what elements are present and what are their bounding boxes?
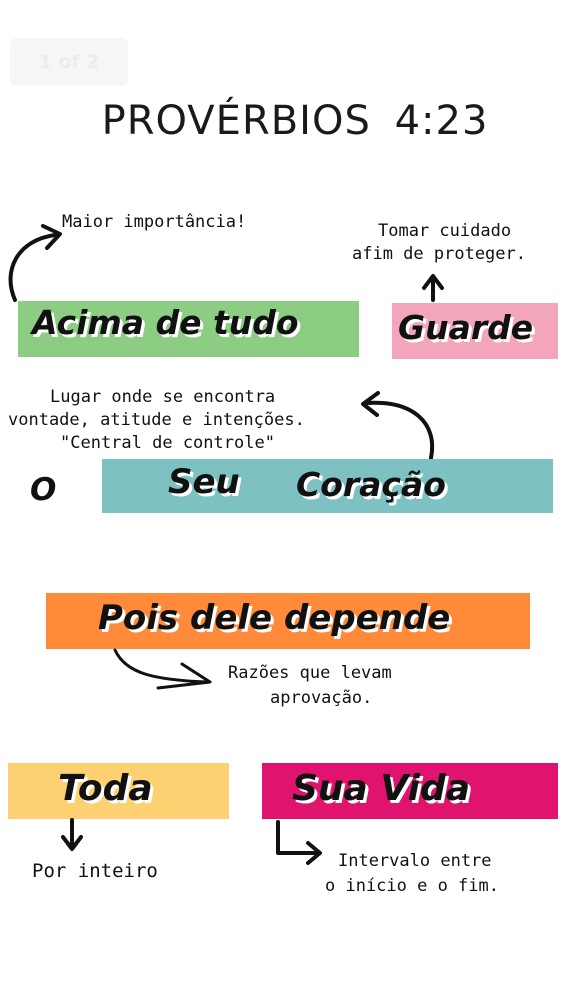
guarde-note-line1: Tomar cuidado [378,221,512,241]
coracao-note-line1: Lugar onde se encontra [50,387,276,407]
coracao-note-line3: "Central de controle" [60,433,275,453]
coracao-label-word1: Seu [168,462,240,502]
guarde-note-line2: afim de proteger. [352,244,526,264]
guarde-label: Guarde [398,308,534,347]
coracao-note-line2: vontade, atitude e intenções. [8,410,305,430]
acima-note: Maior importância! [62,212,247,232]
pois-label: Pois dele depende [98,598,451,638]
pois-note-line1: Razões que levam [228,663,392,683]
vida-note-line1: Intervalo entre [338,851,492,871]
toda-label: Toda [58,768,153,809]
coracao-label-word2: Coração [296,465,446,504]
pois-note-line2: aprovação. [270,688,373,708]
acima-label: Acima de tudo [32,303,299,342]
vida-label: Sua Vida [292,768,471,809]
page-title: PROVÉRBIOS 4:23 [101,98,489,144]
page-indicator-text: 1 of 2 [38,51,100,73]
vida-note-line2: o início e o fim. [325,876,499,896]
toda-note: Por inteiro [32,860,158,882]
coracao-prefix: O [30,472,57,508]
